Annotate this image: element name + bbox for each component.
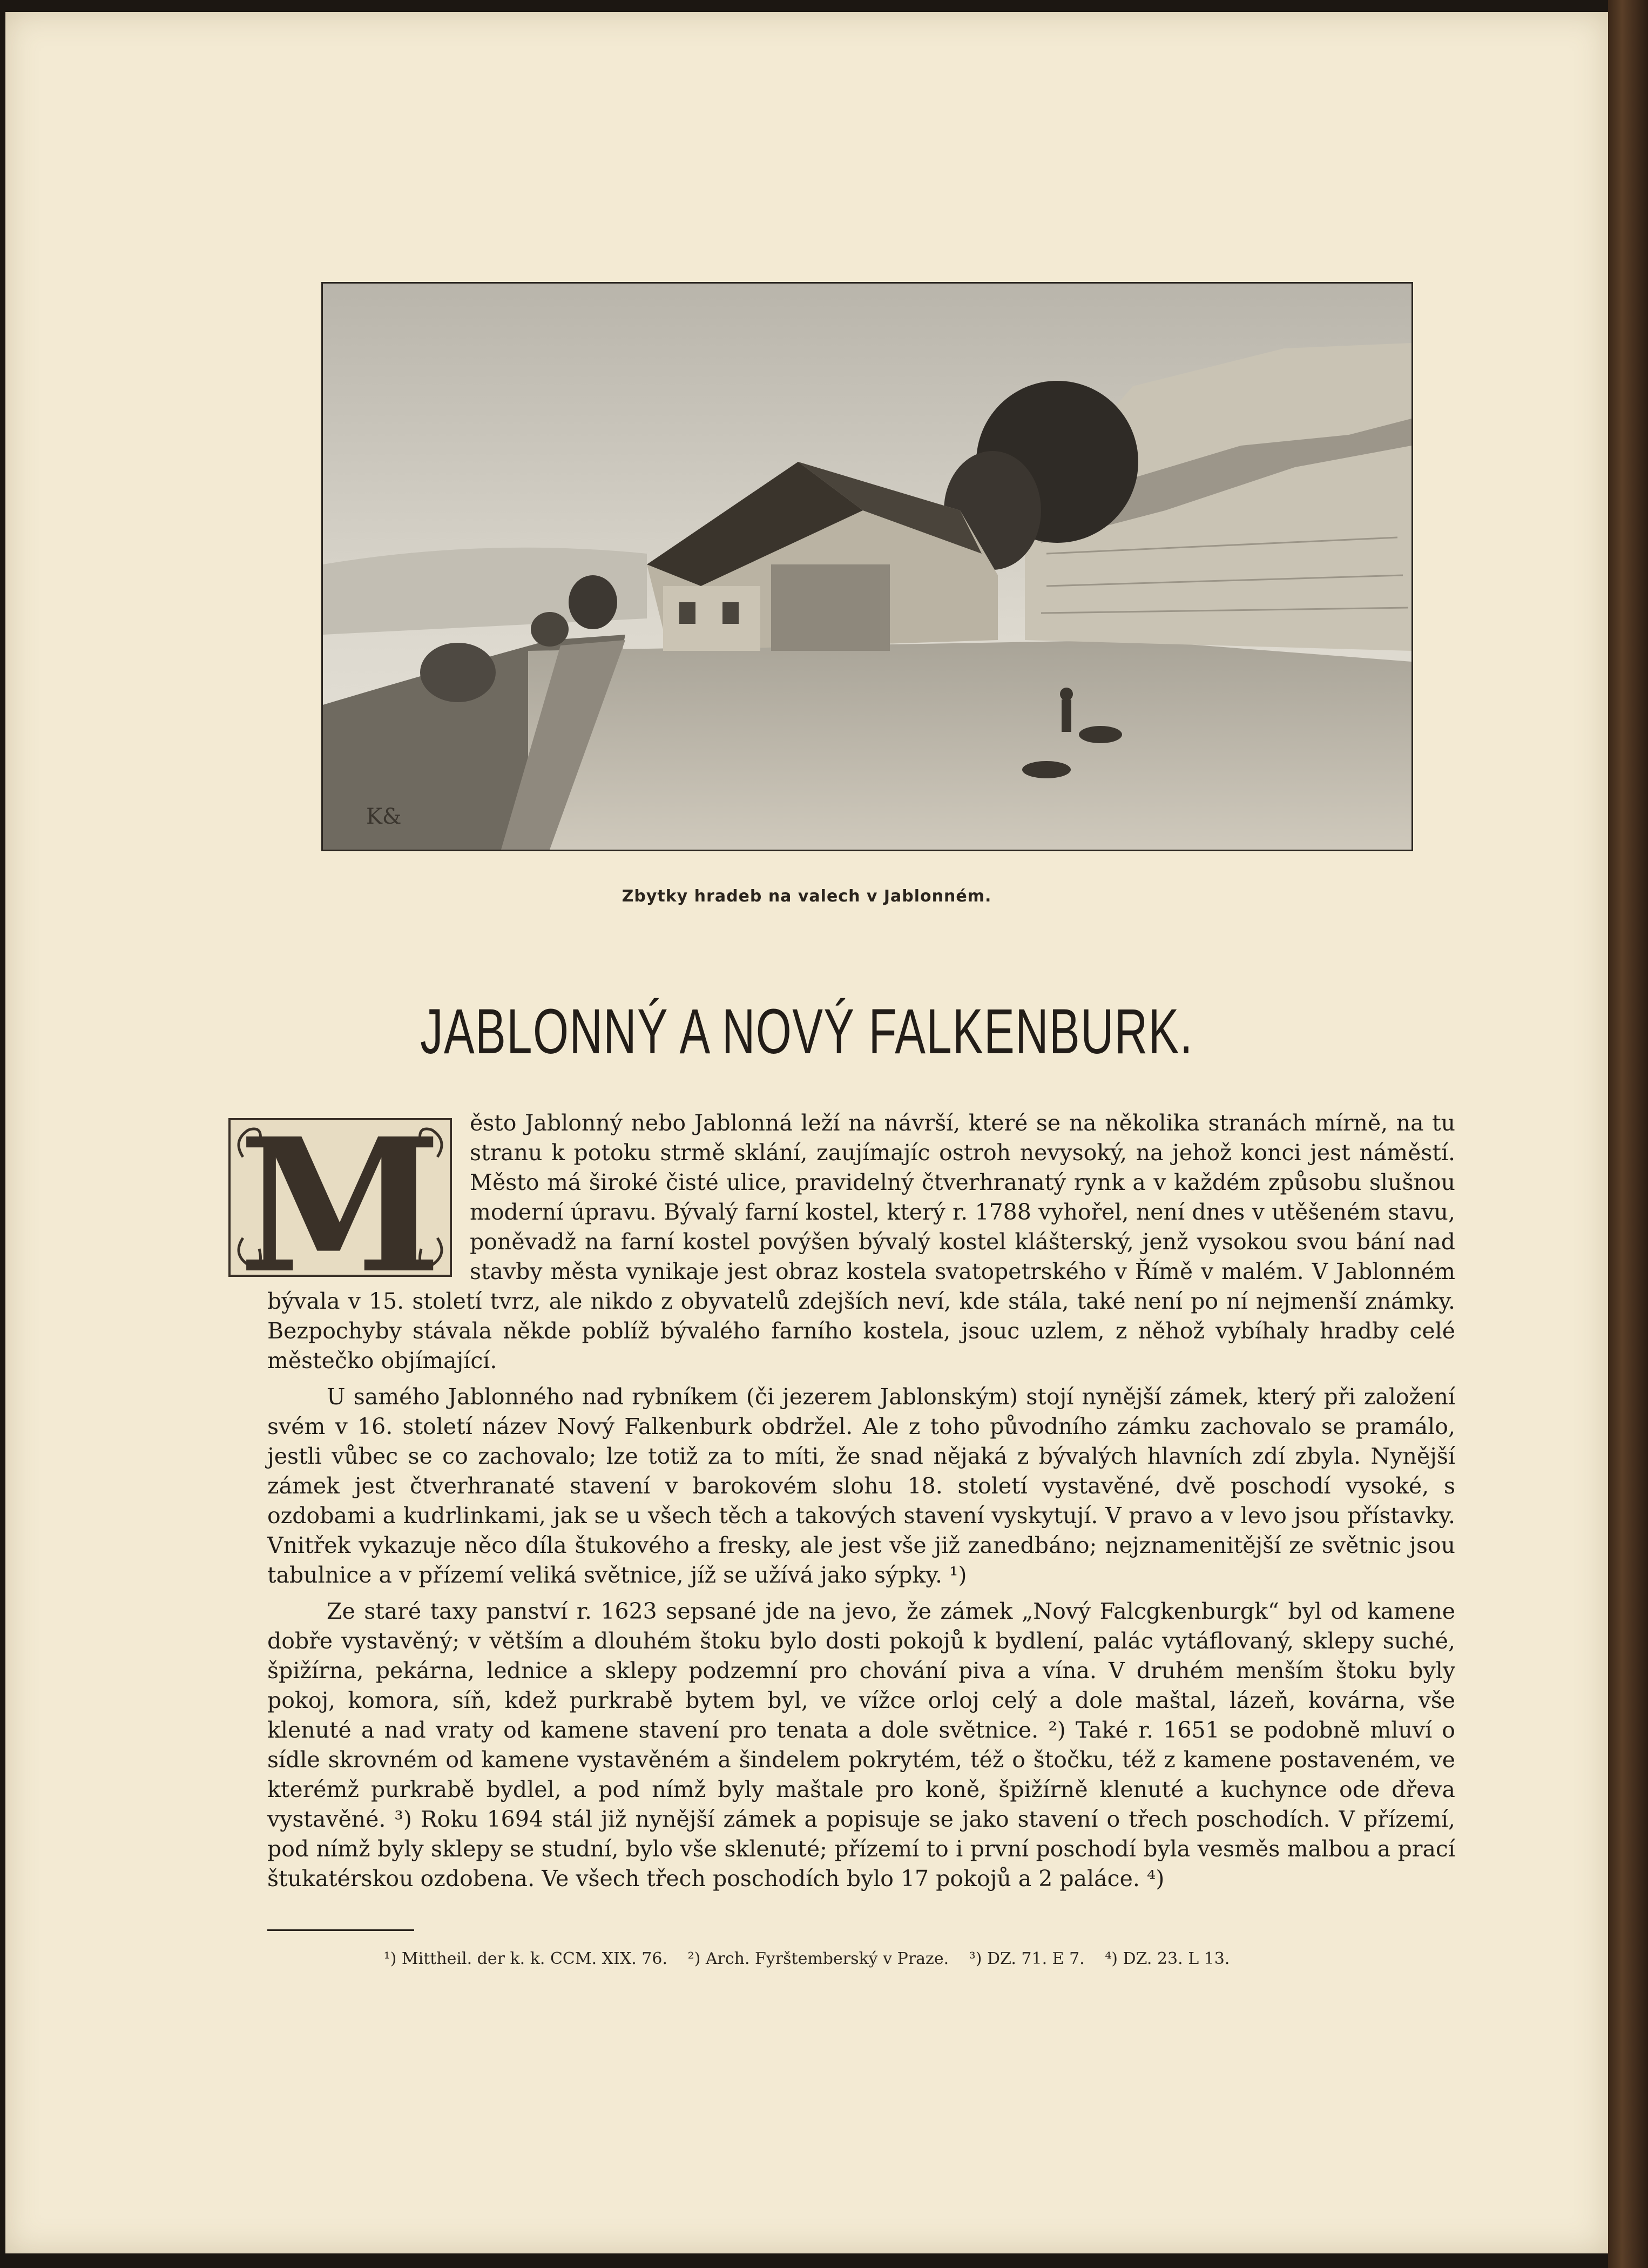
landscape-engraving xyxy=(321,282,1413,851)
book-binding-edge xyxy=(1608,0,1648,2268)
footnote-1: ¹) Mittheil. der k. k. CCM. XIX. 76. xyxy=(383,1949,668,1968)
initial-letter: M xyxy=(238,1108,442,1287)
paragraph-2: U samého Jablonného nad rybníkem (či jezerem Jablonským) stojí nynější zámek, který při založení svém v 16. století název Nový Falkenburk obdržel. Ale z toho původního zámku zachovalo se pramálo, jestli vůbec se co zachovalo; lze totiž za to míti, že snad nějaká z bývalých hlavních zdí zbyla. Nynější zámek jest čtverhranaté stavení v barokovém slohu 18. století vystavěné, dvě poschodí vysoké, s ozdobami a kudrlinkami, jak se u všech těch a takových stavení vyskytují. V pravo a v levo jsou přístavky. Vnitřek vykazuje něco díla štukového a fresky, ale jest vše již zanedbáno; nejznamenitější ze světnic jsou tabulnice a v přízemí veliká světnice, jíž se užívá jako sýpky. ¹) xyxy=(267,1384,1455,1588)
ornamental-initial xyxy=(221,1108,459,1287)
book-page xyxy=(5,12,1608,2253)
footnotes xyxy=(5,1949,1608,1968)
svg-text:K&: K& xyxy=(366,804,402,829)
footnote-2: ²) Arch. Fyrštemberský v Praze. xyxy=(687,1949,949,1968)
paragraph-3: Ze staré taxy panství r. 1623 sepsané jde na jevo, že zámek „Nový Falcgkenburgk“ byl od kamene dobře vystavěný; v větším a dlouhém štoku bylo dosti pokojů k bydlení, palác vytáflovaný, sklepy suché, špižírna, pekárna, lednice a sklepy podzemní pro chování piva a vína. V druhém menším štoku byly pokoj, komora, síň, kdež purkrabě bytem byl, ve vížce orloj celý a dole maštal, lázeň, kovárna, vše klenuté a nad vraty od kamene stavení pro tenata a dole světnice. ²) Také r. 1651 se podobně mluví o sídle skrovném od kamene vystavěném a šindelem pokrytém, též o štočku, též z kamene postaveném, ve kterémž purkrabě bydlel, a pod nímž byly maštale pro koně, špižírně klenuté a kuchynce ode dřeva vystavěné. ³) Roku 1694 stál již nynější zámek a popisuje se jako stavení o třech poschodích. V přízemí, pod nímž byly sklepy se studní, bylo vše sklenuté; přízemí to i první poschodí byla vesměs malbou a prací štukatérskou ozdobena. Ve všech třech poschodích bylo 17 pokojů a 2 paláce. ⁴) xyxy=(267,1598,1455,1892)
paragraph-1: ěsto Jablonný nebo Jablonná leží na návrší, které se na několika stranách mírně, na tu stranu k potoku strmě sklání, zaujímajíc ostroh nevysoký, na jehož konci jest náměstí. Město má široké čisté ulice, pravidelný čtverhranatý rynk a v každém způsobu slušnou moderní úpravu. Bývalý farní kostel, který r. 1788 vyhořel, není dnes v utěšeném stavu, poněvadž na farní kostel povýšen bývalý kostel klášterský, jenž vysokou svou bání nad stavby města vynikaje jest obraz kostela svatopetrského v Římě v malém. V Jablonném bývala v 15. století tvrz, ale nikdo z obyvatelů zdejších neví, kde stála, také není po ní nejmenší známky. Bezpochyby stávala někde poblíž bývalého farního kostela, jsouc uzlem, z něhož vybíhaly hradby celé městečko objímající. xyxy=(267,1110,1455,1374)
illustration-caption: Zbytky hradeb na valech v Jablonném. xyxy=(622,887,992,906)
article-body xyxy=(238,1108,1455,1894)
footnote-3: ³) DZ. 71. E 7. xyxy=(969,1949,1085,1968)
footnote-4: ⁴) DZ. 23. L 13. xyxy=(1105,1949,1230,1968)
footnote-divider xyxy=(267,1929,414,1931)
article-title: JABLONNÝ A NOVÝ FALKENBURK. xyxy=(420,996,1193,1067)
